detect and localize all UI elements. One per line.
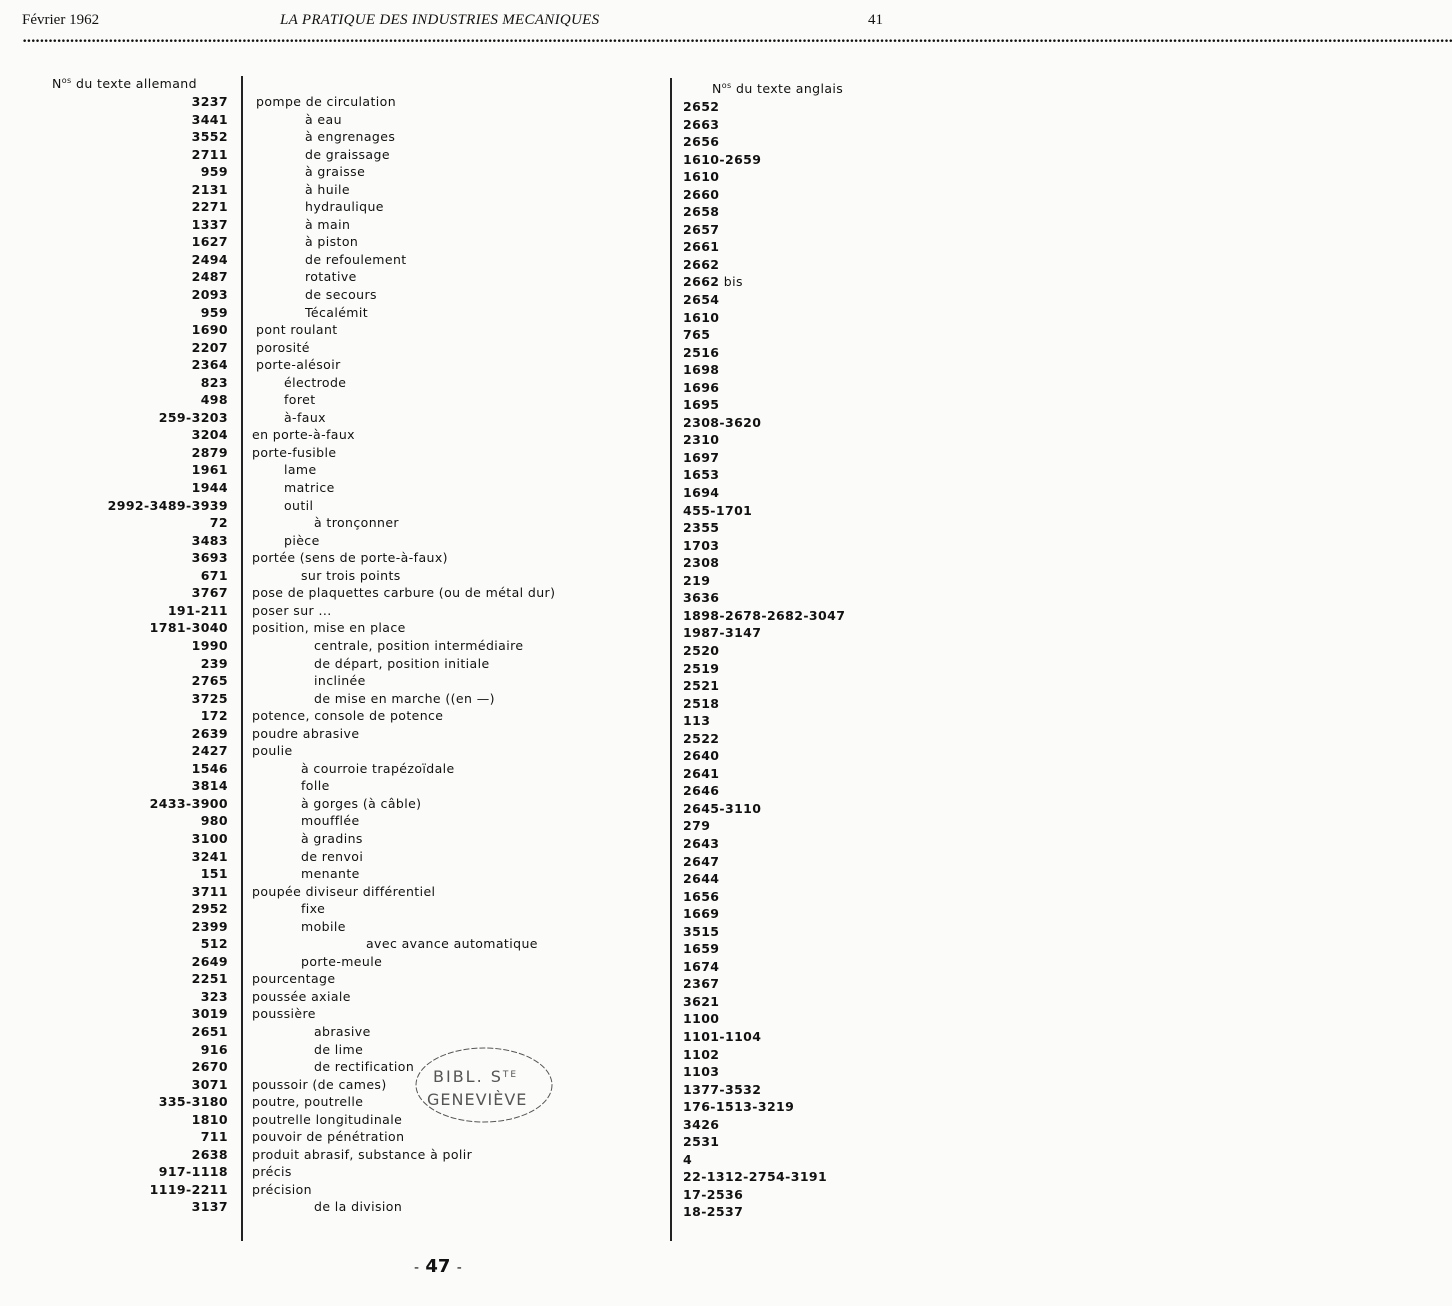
table-row xyxy=(0,1163,930,1185)
table-row xyxy=(0,760,930,781)
french-term: pont roulant xyxy=(256,322,338,338)
french-term: abrasive xyxy=(314,1023,371,1039)
table-row xyxy=(0,707,930,729)
german-text-number: 1961 xyxy=(191,462,228,478)
german-text-number: 3725 xyxy=(191,690,228,706)
english-number-value: 176-1513-3219 xyxy=(683,1099,795,1115)
french-term: position, mise en place xyxy=(252,620,406,636)
german-text-number: 3237 xyxy=(191,94,228,109)
french-term: porte-meule xyxy=(301,953,383,969)
table-row xyxy=(0,497,930,518)
english-number-value: 2652 xyxy=(683,99,720,114)
table-row xyxy=(0,795,930,816)
french-term: électrode xyxy=(284,374,347,390)
english-number-value: 2661 xyxy=(683,239,720,255)
french-term: de départ, position initiale xyxy=(314,655,490,671)
english-number-value: 1697 xyxy=(683,449,720,465)
column-heading-german-sup: os xyxy=(61,76,72,85)
german-text-number: 1119-2211 xyxy=(149,1181,228,1197)
english-number-value: 22-1312-2754-3191 xyxy=(683,1169,828,1185)
german-text-number: 2649 xyxy=(191,953,228,969)
english-number-value: 2522 xyxy=(683,730,720,746)
table-row xyxy=(0,216,930,237)
english-number-value: 1377-3532 xyxy=(683,1081,762,1097)
table-row xyxy=(0,1128,930,1150)
table-row xyxy=(0,409,930,430)
german-text-number: 191-211 xyxy=(167,602,228,618)
german-text-number: 3137 xyxy=(191,1199,228,1215)
table-row xyxy=(0,391,930,413)
german-text-number: 2207 xyxy=(191,339,228,355)
english-number-value: 1898-2678-2682-3047 xyxy=(683,607,846,623)
french-term: poussoir (de cames) xyxy=(252,1076,387,1092)
english-number-value: 2308 xyxy=(683,555,720,571)
german-text-number: 1781-3040 xyxy=(149,620,228,636)
french-term: poser sur ... xyxy=(252,602,332,618)
french-term: en porte-à-faux xyxy=(252,427,355,443)
column-heading-english-prefix: N xyxy=(712,81,722,97)
column-heading-english-text: du texte anglais xyxy=(731,81,844,97)
column-heading-german xyxy=(52,76,197,91)
english-number-value: 1698 xyxy=(683,362,720,378)
english-number-value: 2646 xyxy=(683,783,720,799)
english-number-value: 2660 xyxy=(683,186,720,202)
english-number-value: 2531 xyxy=(683,1134,720,1150)
english-number-value: 1696 xyxy=(683,379,720,395)
french-term: de secours xyxy=(305,287,377,303)
german-text-number: 2093 xyxy=(191,287,228,303)
table-row xyxy=(0,356,930,378)
table-row xyxy=(0,461,930,483)
english-text-number xyxy=(683,1204,743,1219)
german-text-number: 3241 xyxy=(191,848,228,864)
german-text-number: 2992-3489-3939 xyxy=(107,497,228,513)
german-text-number: 671 xyxy=(200,567,228,583)
table-row xyxy=(0,935,930,957)
german-text-number: 2494 xyxy=(191,251,228,267)
english-number-value: 2355 xyxy=(683,520,720,536)
table-row xyxy=(0,1146,930,1167)
english-number-value: 113 xyxy=(683,713,711,729)
french-term: sur trois points xyxy=(301,567,401,583)
french-term: à gorges (à câble) xyxy=(301,795,422,811)
french-term: pièce xyxy=(284,532,320,548)
french-term: moufflée xyxy=(301,813,360,829)
table-row xyxy=(0,339,930,360)
german-text-number: 2487 xyxy=(191,269,228,285)
french-term: de lime xyxy=(314,1041,364,1057)
german-text-number: 711 xyxy=(200,1129,228,1145)
table-row xyxy=(0,251,930,272)
german-text-number: 2364 xyxy=(191,357,228,373)
table-row xyxy=(0,637,930,658)
german-text-number: 3204 xyxy=(191,427,228,443)
table-row xyxy=(0,426,930,448)
french-term: à huile xyxy=(305,181,350,197)
table-row xyxy=(0,181,930,202)
german-text-number: 2711 xyxy=(191,146,228,162)
french-term: hydraulique xyxy=(305,199,384,215)
french-term: poutrelle longitudinale xyxy=(252,1111,403,1127)
english-number-value: 2656 xyxy=(683,134,720,150)
french-term: de renvoi xyxy=(301,848,364,864)
french-term: de graissage xyxy=(305,146,390,162)
table-row xyxy=(0,321,930,343)
table-row xyxy=(0,128,930,150)
english-number-value: 2643 xyxy=(683,835,720,851)
french-term: pouvoir de pénétration xyxy=(252,1129,405,1145)
french-term: à gradins xyxy=(301,830,363,846)
german-text-number: 498 xyxy=(200,392,228,408)
table-row xyxy=(0,672,930,694)
english-number-value: 2662 xyxy=(683,256,720,272)
english-number-value: 2641 xyxy=(683,765,720,781)
english-number-value: 2519 xyxy=(683,660,720,676)
german-text-number: 959 xyxy=(200,164,228,180)
german-text-number: 151 xyxy=(200,866,228,882)
french-term: potence, console de potence xyxy=(252,708,444,724)
german-text-number: 3767 xyxy=(191,585,228,601)
table-row xyxy=(0,514,930,536)
french-term: à eau xyxy=(305,111,342,127)
french-term: avec avance automatique xyxy=(366,936,538,952)
french-term: rotative xyxy=(305,269,357,285)
french-term: de la division xyxy=(314,1199,403,1215)
german-text-number: 3693 xyxy=(191,550,228,566)
table-row xyxy=(0,953,930,974)
french-term: centrale, position intermédiaire xyxy=(314,637,524,653)
english-number-value: 1610 xyxy=(683,309,720,325)
french-term: de rectification xyxy=(314,1059,415,1075)
french-term: de refoulement xyxy=(305,251,407,267)
french-term: précision xyxy=(252,1181,312,1197)
english-number-value: 2520 xyxy=(683,642,720,658)
french-term: poudre abrasive xyxy=(252,725,360,741)
french-term: produit abrasif, substance à polir xyxy=(252,1146,473,1162)
footer-page-label: - 47 - xyxy=(414,1256,462,1277)
table-row xyxy=(0,830,930,851)
header-date: Février 1962 xyxy=(22,12,100,28)
english-number-value: 17-2536 xyxy=(683,1186,744,1202)
english-number-value: 2654 xyxy=(683,292,720,308)
table-row xyxy=(0,742,930,764)
french-term: à piston xyxy=(305,234,359,250)
german-text-number: 72 xyxy=(209,515,228,531)
french-term: folle xyxy=(301,778,330,794)
table-row xyxy=(0,602,930,623)
german-text-number: 323 xyxy=(200,988,228,1004)
german-text-number: 3552 xyxy=(191,129,228,145)
english-number-value: 2644 xyxy=(683,871,720,887)
table-row xyxy=(0,1023,930,1044)
english-number-value: 1703 xyxy=(683,537,720,553)
english-number-value: 2516 xyxy=(683,344,720,360)
french-term: mobile xyxy=(301,918,346,934)
french-term: à graisse xyxy=(305,164,366,180)
table-row xyxy=(0,532,930,553)
french-term: fixe xyxy=(301,901,326,917)
column-heading-german-text: du texte allemand xyxy=(71,76,197,92)
column-heading-english-sup: os xyxy=(721,81,732,90)
german-text-number: 2952 xyxy=(191,901,228,917)
german-text-number: 1546 xyxy=(191,760,228,776)
german-text-number: 335-3180 xyxy=(158,1094,228,1110)
english-number-value: 3636 xyxy=(683,590,720,606)
table-row xyxy=(0,883,930,904)
table-row xyxy=(0,1181,930,1202)
german-text-number: 1810 xyxy=(191,1111,228,1127)
table-row xyxy=(0,900,930,922)
german-text-number: 1944 xyxy=(191,480,228,496)
english-number-value: 2645-3110 xyxy=(683,800,762,816)
table-row xyxy=(0,567,930,588)
german-text-number: 259-3203 xyxy=(158,409,228,425)
german-text-number: 1627 xyxy=(191,234,228,250)
table-row xyxy=(0,865,930,887)
english-number-value: 2308-3620 xyxy=(683,414,762,430)
german-text-number: 2639 xyxy=(191,725,228,741)
english-number-value: 2310 xyxy=(683,432,720,448)
french-term: à-faux xyxy=(284,409,326,425)
table-row xyxy=(0,111,930,132)
german-text-number: 3071 xyxy=(191,1076,228,1092)
english-number-value: 1694 xyxy=(683,485,720,501)
english-number-value: 1653 xyxy=(683,467,720,483)
french-term: Técalémit xyxy=(305,304,369,320)
french-term: poulie xyxy=(252,743,293,759)
english-number-value: 2662 xyxy=(683,274,720,290)
table-row xyxy=(0,725,930,746)
french-term: porte-fusible xyxy=(252,444,337,460)
french-term: à engrenages xyxy=(305,129,396,145)
table-row xyxy=(0,655,930,676)
table-row xyxy=(0,549,930,571)
german-text-number: 1990 xyxy=(191,637,228,653)
german-text-number: 3019 xyxy=(191,1006,228,1022)
german-text-number: 916 xyxy=(200,1041,228,1057)
english-number-value: 219 xyxy=(683,572,711,588)
english-number-value: 2657 xyxy=(683,221,720,237)
table-row xyxy=(0,690,930,711)
german-text-number: 2433-3900 xyxy=(149,795,228,811)
english-number-value: 765 xyxy=(683,327,711,343)
english-number-value: 2658 xyxy=(683,204,720,220)
german-text-number: 2651 xyxy=(191,1023,228,1039)
english-number-value: 279 xyxy=(683,818,711,834)
english-number-value: 1656 xyxy=(683,888,720,904)
french-term: poussée axiale xyxy=(252,988,351,1004)
table-row xyxy=(0,777,930,799)
french-term: poussière xyxy=(252,1006,316,1022)
english-number-value: 3515 xyxy=(683,923,720,939)
table-row xyxy=(0,304,930,325)
french-term: portée (sens de porte-à-faux) xyxy=(252,550,448,566)
header-page-number: 41 xyxy=(868,12,883,28)
table-row xyxy=(0,374,930,395)
table-row xyxy=(0,163,930,185)
table-row xyxy=(0,93,930,114)
table-row xyxy=(0,584,930,606)
english-number-value: 455-1701 xyxy=(683,502,753,518)
table-row xyxy=(0,198,930,220)
german-text-number: 3711 xyxy=(191,883,228,899)
english-number-value: 1102 xyxy=(683,1046,720,1062)
table-row xyxy=(0,444,930,465)
german-text-number: 2638 xyxy=(191,1146,228,1162)
french-term: pourcentage xyxy=(252,971,336,987)
table-row xyxy=(0,970,930,992)
german-text-number: 2271 xyxy=(191,199,228,215)
german-text-number: 823 xyxy=(200,374,228,390)
french-term: foret xyxy=(284,392,316,408)
german-text-number: 3483 xyxy=(191,532,228,548)
french-term: matrice xyxy=(284,480,335,496)
table-row xyxy=(0,268,930,290)
english-number-value: 3621 xyxy=(683,993,720,1009)
column-heading-german-prefix: N xyxy=(52,76,62,92)
german-text-number: 3814 xyxy=(191,778,228,794)
german-text-number: 512 xyxy=(200,936,228,952)
french-term: porte-alésoir xyxy=(256,357,341,373)
table-row xyxy=(0,146,930,167)
english-number-value: 2663 xyxy=(683,116,720,132)
table-row xyxy=(0,286,930,308)
french-term: pompe de circulation xyxy=(256,94,397,109)
german-text-number: 3100 xyxy=(191,830,228,846)
french-term: à courroie trapézoïdale xyxy=(301,760,455,776)
french-term: pose de plaquettes carbure (ou de métal dur) xyxy=(252,585,556,601)
german-text-number: 2879 xyxy=(191,444,228,460)
french-term: de mise en marche ((en —) xyxy=(314,690,495,706)
english-number-value: 2647 xyxy=(683,853,720,869)
english-number-value: 4 xyxy=(683,1151,693,1167)
table-row xyxy=(0,619,930,641)
french-term: inclinée xyxy=(314,673,366,689)
french-term: à main xyxy=(305,216,351,232)
table-row xyxy=(0,848,930,869)
table-row xyxy=(0,988,930,1009)
english-number-value: 1669 xyxy=(683,906,720,922)
english-number-value: 1674 xyxy=(683,958,720,974)
french-term: à tronçonner xyxy=(314,515,399,531)
english-number-value: 1100 xyxy=(683,1011,720,1027)
english-number-value: 2518 xyxy=(683,695,720,711)
table-row xyxy=(0,233,930,255)
english-number-value: 1103 xyxy=(683,1064,720,1080)
english-number-value: 1987-3147 xyxy=(683,625,762,641)
french-term: poutre, poutrelle xyxy=(252,1094,364,1110)
french-term: menante xyxy=(301,866,360,882)
table-row xyxy=(0,812,930,834)
english-number-value: 1659 xyxy=(683,941,720,957)
german-text-number: 959 xyxy=(200,304,228,320)
german-text-number: 1337 xyxy=(191,216,228,232)
german-text-number: 2765 xyxy=(191,673,228,689)
german-text-number: 2251 xyxy=(191,971,228,987)
table-row xyxy=(0,918,930,939)
library-stamp xyxy=(413,1045,555,1125)
english-number-suffix: bis xyxy=(719,274,743,290)
french-term: lame xyxy=(284,462,317,478)
french-term: poupée diviseur différentiel xyxy=(252,883,436,899)
french-term: porosité xyxy=(256,339,310,355)
english-number-value: 1610 xyxy=(683,169,720,185)
english-number-value: 1695 xyxy=(683,397,720,413)
french-term: outil xyxy=(284,497,314,513)
german-text-number: 172 xyxy=(200,708,228,724)
english-number-value: 3426 xyxy=(683,1116,720,1132)
english-number-value: 18-2537 xyxy=(683,1204,744,1220)
english-number-value: 1101-1104 xyxy=(683,1028,762,1044)
german-text-number: 2427 xyxy=(191,743,228,759)
german-text-number: 917-1118 xyxy=(158,1164,228,1180)
table-row xyxy=(0,1005,930,1027)
german-text-number: 3441 xyxy=(191,111,228,127)
english-number-value: 1610-2659 xyxy=(683,151,762,167)
stamp-line-2: GENEVIÈVE xyxy=(427,1090,528,1109)
german-text-number: 1690 xyxy=(191,322,228,338)
german-text-number: 980 xyxy=(200,813,228,829)
table-row xyxy=(0,479,930,501)
table-row xyxy=(0,1198,930,1220)
german-text-number: 2670 xyxy=(191,1059,228,1075)
english-number-value: 2640 xyxy=(683,748,720,764)
english-number-value: 2521 xyxy=(683,678,720,694)
french-term: précis xyxy=(252,1164,292,1180)
german-text-number: 2399 xyxy=(191,918,228,934)
header-dotted-rule: •••••••••••••••••••••••••••••••••••••••••••••••••••••••••••••••••••••••••••••••••••••••••••••••••••••••••••••••••••••••••••••••••••••••••••••••••••••••••••••••••••••••••••••••••••••••••••••••••••••••••••••••••••••••••••••••••••••••••••••••••••••••••••••••••••••••••••••••••••••••••••••••••••••••••••••••••••••••••••••••••••••••••••• xyxy=(22,37,1452,47)
header-title: LA PRATIQUE DES INDUSTRIES MECANIQUES xyxy=(280,12,600,28)
stamp-line-1: BIBL. $S^{TE}$ xyxy=(433,1067,519,1086)
footer-page-number: 47 xyxy=(425,1256,451,1277)
german-text-number: 239 xyxy=(200,655,228,671)
german-text-number: 2131 xyxy=(191,181,228,197)
english-number-value: 2367 xyxy=(683,976,720,992)
